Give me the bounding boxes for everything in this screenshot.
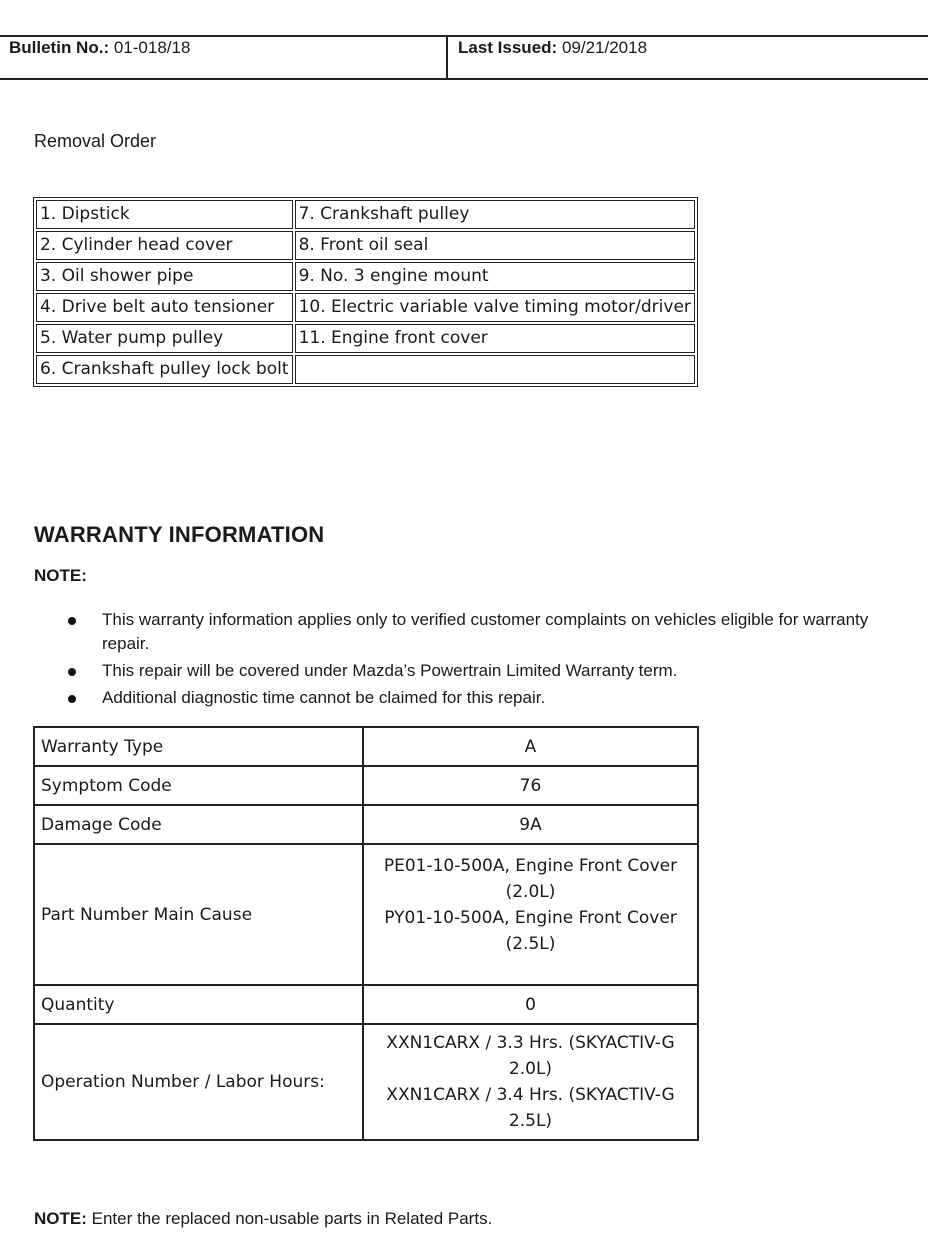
removal-step: 4. Drive belt auto tensioner: [36, 293, 293, 322]
value-line: (2.0L): [505, 882, 556, 902]
removal-order-title: Removal Order: [34, 131, 157, 151]
warranty-heading: WARRANTY INFORMATION: [34, 522, 325, 547]
note-text: This repair will be covered under Mazda’s Powertrain Limited Warranty term.: [102, 661, 678, 680]
footer-note: [34, 1209, 492, 1229]
removal-step: 8. Front oil seal: [295, 231, 695, 260]
bullet-icon: [68, 668, 76, 676]
table-row: [36, 200, 695, 229]
value-line: (2.5L): [505, 934, 556, 954]
list-item: [66, 659, 896, 683]
table-row: [36, 262, 695, 291]
warranty-key: Quantity: [34, 985, 363, 1024]
warranty-value: [363, 1024, 698, 1140]
last-issued-value: 09/21/2018: [561, 38, 648, 57]
note-text: This warranty information applies only to verified customer complaints on vehicles eligible for warranty repair.: [102, 610, 869, 653]
warranty-value: [363, 727, 698, 766]
value-line: 0: [525, 994, 536, 1015]
footer-note-text: Enter the replaced non-usable parts in Related Parts.: [86, 1209, 493, 1228]
warranty-key: Damage Code: [34, 805, 363, 844]
list-item: [66, 608, 896, 656]
table-row: [34, 766, 698, 805]
list-item: [66, 686, 896, 710]
warranty-value: [363, 805, 698, 844]
note-text: Additional diagnostic time cannot be claimed for this repair.: [102, 688, 546, 707]
warranty-key: Symptom Code: [34, 766, 363, 805]
removal-step: 10. Electric variable valve timing motor/driver: [295, 293, 695, 322]
note-label: NOTE:: [34, 566, 87, 585]
table-row: [36, 355, 695, 384]
table-row: [36, 324, 695, 353]
warranty-notes-list: [66, 608, 896, 713]
table-row: [34, 727, 698, 766]
value-line: PY01-10-500A, Engine Front Cover: [384, 908, 677, 928]
bulletin-header: [0, 35, 928, 80]
table-row: [34, 805, 698, 844]
value-line: 9A: [519, 814, 542, 835]
value-line: 2.5L): [508, 1111, 553, 1131]
removal-step: 5. Water pump pulley: [36, 324, 293, 353]
removal-step: 7. Crankshaft pulley: [295, 200, 695, 229]
warranty-value: [363, 844, 698, 985]
warranty-key: Operation Number / Labor Hours:: [34, 1024, 363, 1140]
removal-order-table: [33, 197, 698, 387]
value-line: XXN1CARX / 3.3 Hrs. (SKYACTIV-G: [386, 1033, 675, 1053]
warranty-key: Warranty Type: [34, 727, 363, 766]
removal-step: 3. Oil shower pipe: [36, 262, 293, 291]
bulletin-number: [9, 37, 190, 59]
bullet-icon: [68, 617, 76, 625]
removal-step: 9. No. 3 engine mount: [295, 262, 695, 291]
removal-step-empty: [295, 355, 695, 384]
bullet-icon: [68, 695, 76, 703]
warranty-value: [363, 766, 698, 805]
value-line: PE01-10-500A, Engine Front Cover: [383, 856, 678, 876]
bulletin-number-value: 01-018/18: [113, 38, 191, 57]
header-divider: [446, 37, 448, 78]
warranty-table: [33, 726, 699, 1141]
value-line: A: [524, 736, 537, 757]
table-row: [34, 985, 698, 1024]
footer-note-label: NOTE:: [34, 1209, 87, 1228]
warranty-key: Part Number Main Cause: [34, 844, 363, 985]
removal-step: 1. Dipstick: [36, 200, 293, 229]
removal-step: 6. Crankshaft pulley lock bolt: [36, 355, 293, 384]
value-line: 2.0L): [508, 1059, 553, 1079]
table-row: [36, 293, 695, 322]
warranty-value: [363, 985, 698, 1024]
last-issued: [458, 37, 647, 59]
table-row: [36, 231, 695, 260]
value-line: XXN1CARX / 3.4 Hrs. (SKYACTIV-G: [386, 1085, 675, 1105]
bulletin-number-label: Bulletin No.:: [9, 38, 110, 57]
value-line: 76: [519, 775, 542, 796]
table-row: [34, 1024, 698, 1140]
last-issued-label: Last Issued:: [458, 38, 558, 57]
removal-step: 2. Cylinder head cover: [36, 231, 293, 260]
removal-step: 11. Engine front cover: [295, 324, 695, 353]
table-row: [34, 844, 698, 985]
